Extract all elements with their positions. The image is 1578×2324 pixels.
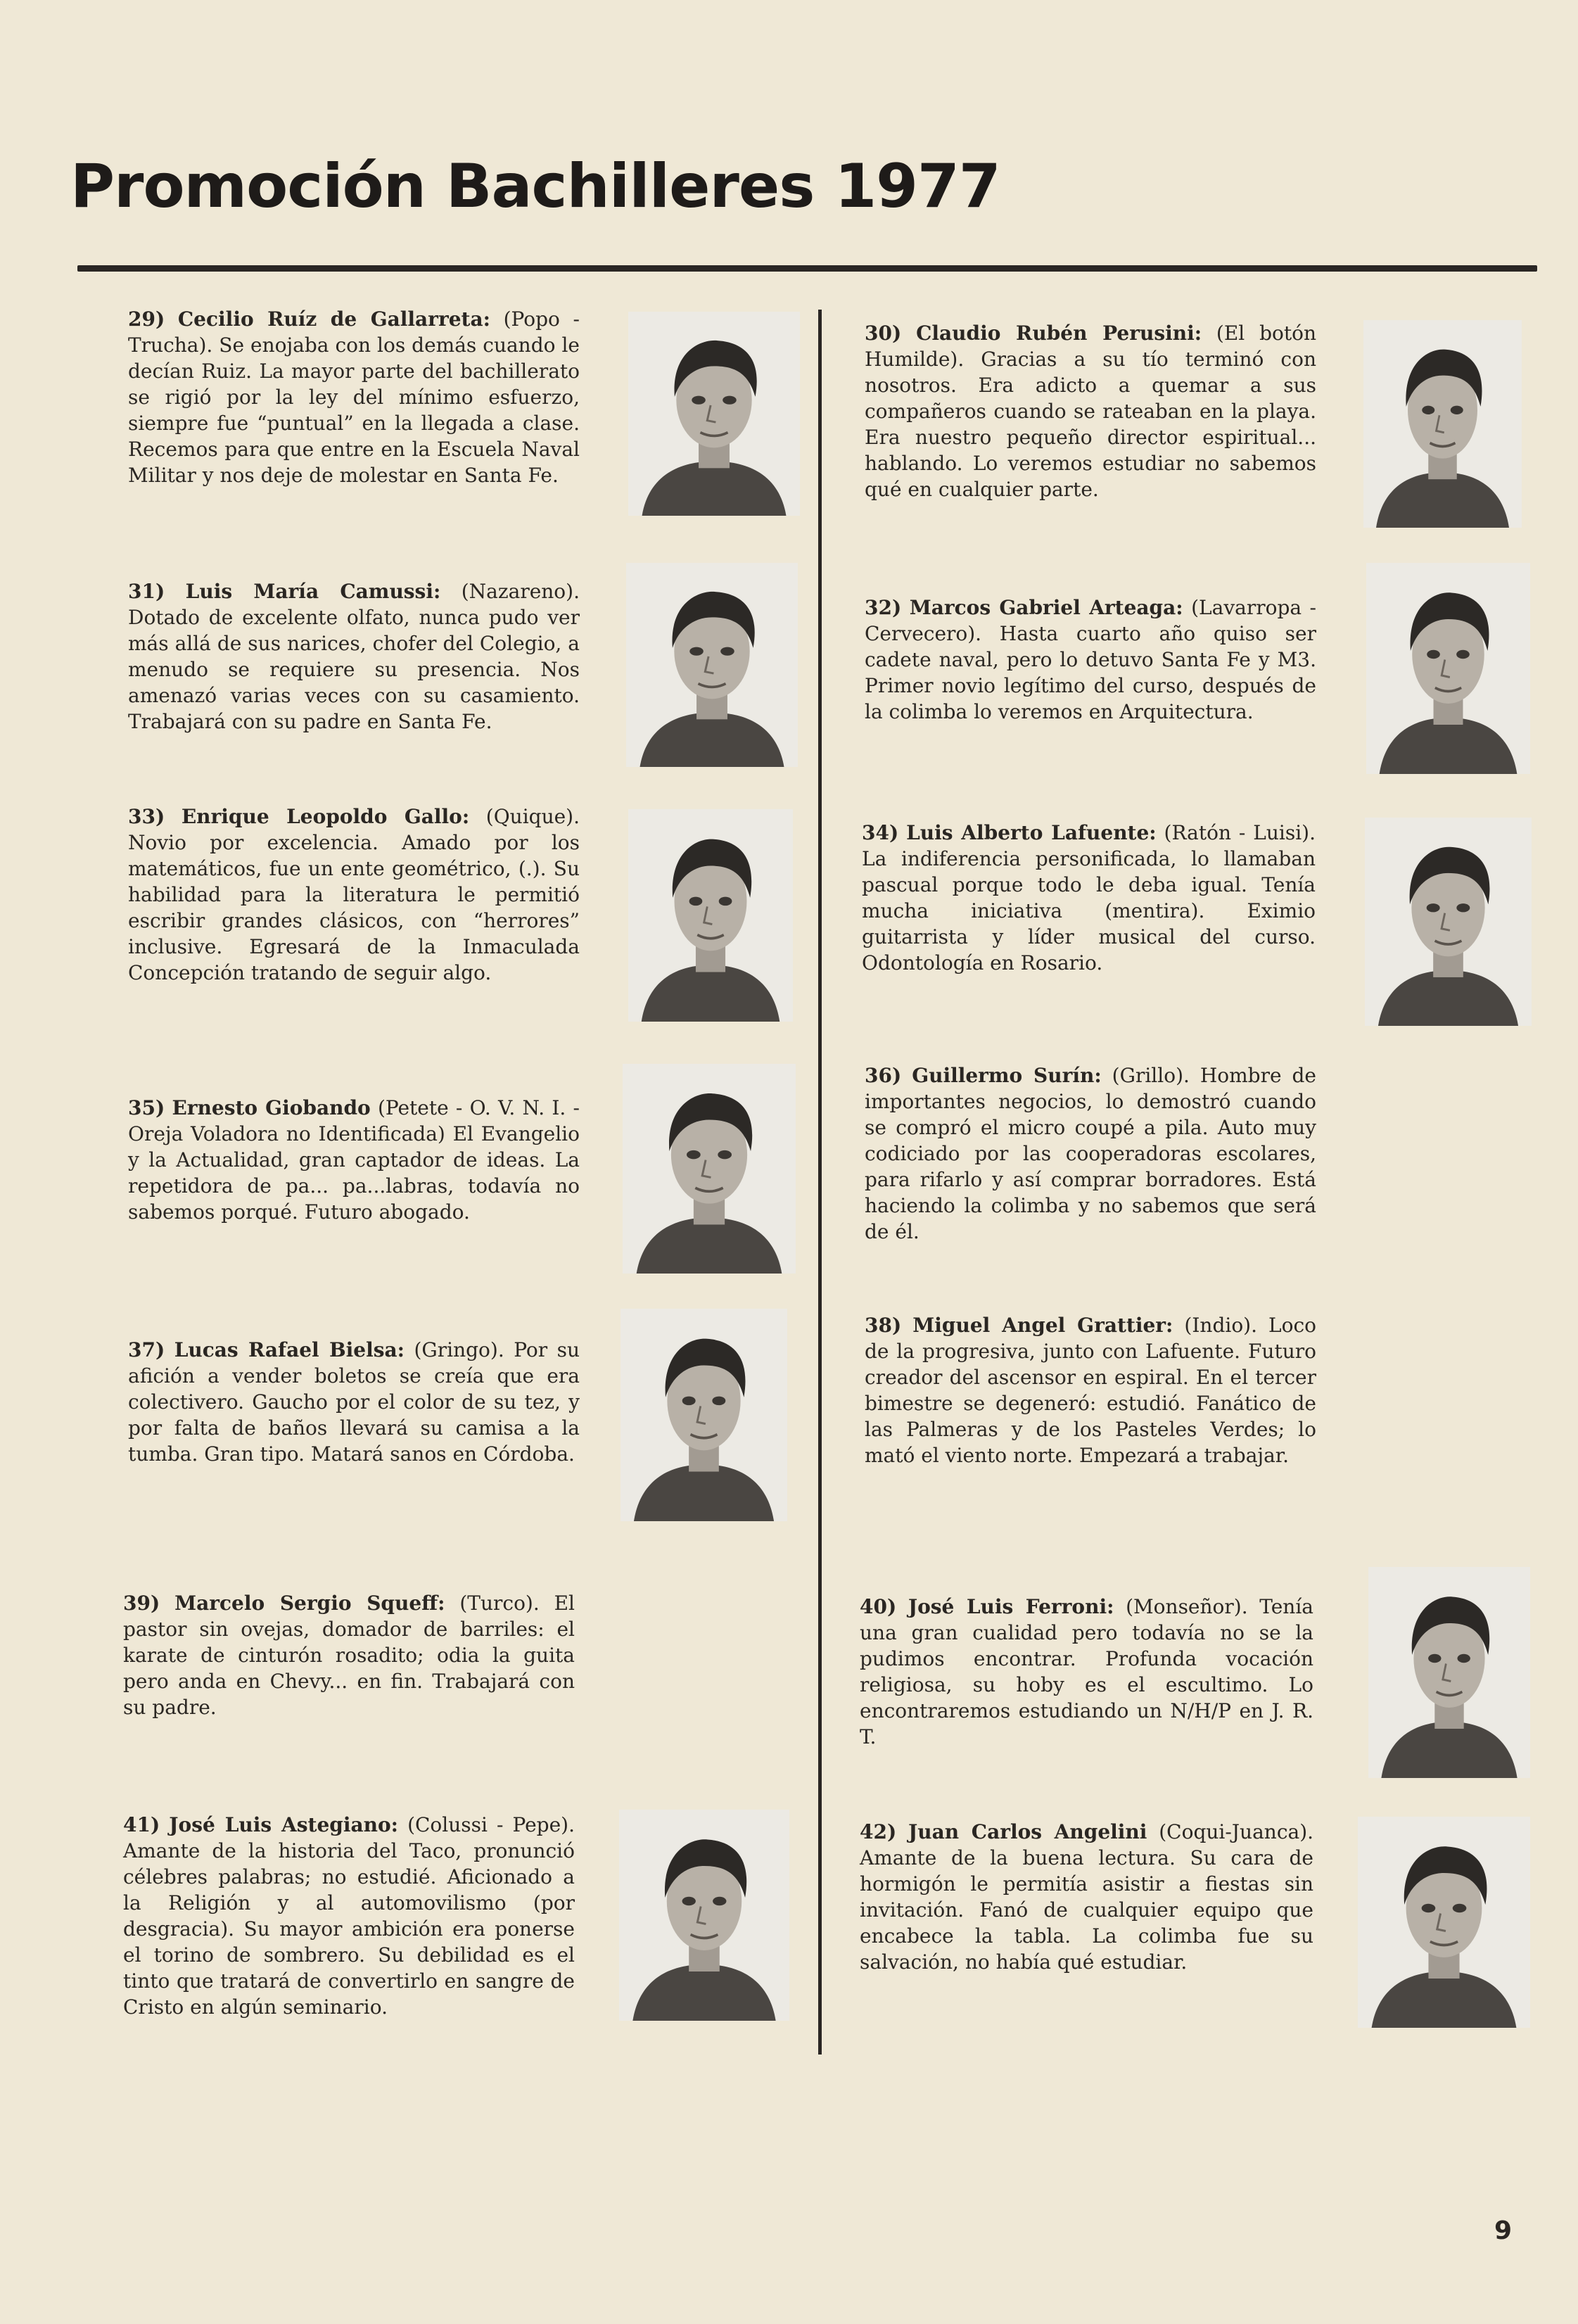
entry-number: 36)	[865, 1064, 902, 1087]
title-rule	[77, 265, 1537, 272]
page-number: 9	[1494, 2216, 1513, 2245]
student-photo-37	[621, 1309, 787, 1521]
student-name: José Luis Astegiano:	[169, 1813, 398, 1836]
entry-number: 39)	[123, 1592, 160, 1615]
entry-number: 32)	[865, 596, 902, 619]
entry-42-text	[860, 1819, 1313, 1975]
student-name: Claudio Rubén Perusini:	[916, 322, 1202, 345]
student-name: Ernesto Giobando	[172, 1096, 371, 1119]
student-name: Luis María Camussi:	[185, 580, 441, 603]
entry-36-text	[865, 1062, 1316, 1245]
entry-33-text	[128, 804, 580, 986]
page-title: Promoción Bachilleres 1977	[70, 151, 1000, 222]
student-description: (Coqui-Juanca). Amante de la buena lectura. Su cara de hormigón le permitía asistir a fiestas sin invitación. Fanó de cualquier equipo que encabece la tabla. La colimba fue su salvación, no había qué estudiar.	[860, 1820, 1314, 1974]
entry-number: 29)	[128, 307, 165, 331]
student-description: (Quique). Novio por excelencia. Amado por los matemáticos, fue un ente geométrico, (.). Su habilidad para la literatura le permitió escribir grandes clásicos, con “herrores” inclusive. Egresará de la Inmaculada Concepción tratando de seguir algo.	[128, 805, 580, 984]
entry-number: 41)	[123, 1813, 160, 1836]
student-description: (Turco). El pastor sin ovejas, domador de barriles: el karate de cinturón rosadito; odia la guita pero anda en Chevy... en fin. Trabajará con su padre.	[123, 1592, 575, 1719]
student-description: (Ratón - Luisi). La indiferencia personificada, lo llamaban pascual porque todo le deba igual. Tenía mucha iniciativa (mentira). Eximio guitarrista y líder musical del curso. Odontología en Rosario.	[862, 821, 1316, 974]
entry-32-text	[865, 595, 1316, 725]
entry-38-text	[865, 1312, 1316, 1468]
entry-number: 42)	[860, 1820, 897, 1843]
student-photo-40	[1368, 1567, 1530, 1778]
entry-number: 37)	[128, 1338, 165, 1361]
student-name: José Luis Ferroni:	[908, 1595, 1114, 1618]
column-divider	[818, 310, 822, 2055]
entry-number: 35)	[128, 1096, 165, 1119]
entry-31-text	[128, 578, 580, 735]
entry-29-text	[128, 306, 580, 488]
student-description: (El botón Humilde). Gracias a su tío terminó con nosotros. Era adicto a quemar a sus compañeros cuando se rateaban en la playa. Era nuestro pequeño director espiritual... hablando. Lo veremos estudiar no sabemos qué en cualquier parte.	[865, 322, 1316, 501]
entry-35-text	[128, 1095, 580, 1225]
student-name: Juan Carlos Angelini	[908, 1820, 1147, 1843]
entry-number: 38)	[865, 1314, 902, 1337]
student-name: Miguel Angel Grattier:	[912, 1314, 1173, 1337]
student-description: (Gringo). Por su afición a vender boletos se creía que era colectivero. Gaucho por el color de su tez, y por falta de baños llevará su camisa a la tumba. Gran tipo. Matará sanos en Córdoba.	[128, 1338, 580, 1466]
student-description: (Grillo). Hombre de importantes negocios, lo demostró cuando se compró el micro coupé a pila. Auto muy codiciado por las cooperadoras escolares, para rifarlo y así comprar borradores. Está haciendo la colimba y no sabemos que será de él.	[865, 1064, 1317, 1243]
student-name: Lucas Rafael Bielsa:	[174, 1338, 405, 1361]
student-name: Guillermo Surín:	[912, 1064, 1102, 1087]
student-photo-32	[1366, 563, 1530, 774]
student-description: (Monseñor). Tenía una gran cualidad pero todavía no se la pudimos encontrar. Profunda vocación religiosa, su hoby es el escultimo. Lo encontraremos estudiando un N/H/P en J. R. T.	[860, 1595, 1313, 1748]
student-photo-33	[628, 809, 793, 1022]
student-photo-31	[626, 563, 798, 767]
entry-number: 33)	[128, 805, 165, 828]
entry-number: 40)	[860, 1595, 897, 1618]
entry-40-text	[860, 1594, 1313, 1750]
student-photo-34	[1365, 818, 1532, 1026]
student-name: Marcelo Sergio Squeff:	[174, 1592, 445, 1615]
student-description: (Petete - O. V. N. I. - Oreja Voladora no Identificada) El Evangelio y la Actualidad, gran captador de ideas. La repetidora de pa... pa...labras, todavía no sabemos porqué. Futuro abogado.	[128, 1096, 580, 1224]
student-photo-29	[628, 312, 800, 516]
student-description: (Popo - Trucha). Se enojaba con los demás cuando le decían Ruiz. La mayor parte del bachillerato se rigió por la ley del mínimo esfuerzo, siempre fue “puntual” en la llegada a clase. Recemos para que entre en la Escuela Naval Militar y nos deje de molestar en Santa Fe.	[128, 307, 580, 487]
entry-number: 31)	[128, 580, 165, 603]
entry-39-text	[123, 1590, 575, 1720]
student-name: Cecilio Ruíz de Gallarreta:	[177, 307, 490, 331]
student-photo-41	[619, 1810, 789, 2021]
student-photo-35	[623, 1064, 796, 1274]
student-description: (Indio). Loco de la progresiva, junto con Lafuente. Futuro creador del ascensor en espiral. En el tercer bimestre se degeneró: estudió. Fanático de las Palmeras y de los Pasteles Verdes; lo mató el viento norte. Empezará a trabajar.	[865, 1314, 1317, 1467]
entry-41-text	[123, 1812, 575, 2020]
student-name: Luis Alberto Lafuente:	[906, 821, 1157, 844]
student-description: (Lavarropa - Cervecero). Hasta cuarto año quiso ser cadete naval, pero lo detuvo Santa Fe y M3. Primer novio legítimo del curso, después de la colimba lo veremos en Arquitectura.	[865, 596, 1317, 723]
student-name: Enrique Leopoldo Gallo:	[181, 805, 470, 828]
student-photo-42	[1358, 1817, 1530, 2028]
student-photo-30	[1363, 320, 1522, 528]
entry-number: 30)	[865, 322, 902, 345]
student-description: (Nazareno). Dotado de excelente olfato, nunca pudo ver más allá de sus narices, chofer del Colegio, a menudo se requiere su presencia. Nos amenazó varias veces con su casamiento. Trabajará con su padre en Santa Fe.	[128, 580, 580, 733]
entry-number: 34)	[862, 821, 899, 844]
entry-34-text	[862, 820, 1316, 976]
entry-30-text	[865, 320, 1316, 502]
student-name: Marcos Gabriel Arteaga:	[909, 596, 1183, 619]
student-description: (Colussi - Pepe). Amante de la historia del Taco, pronunció célebres palabras; no estudié. Aficionado a la Religión y al automovilismo (por desgracia). Su mayor ambición era ponerse el torino de sombrero. Su debilidad es el tinto que tratará de convertirlo en sangre de Cristo en algún seminario.	[123, 1813, 575, 2019]
entry-37-text	[128, 1337, 580, 1467]
